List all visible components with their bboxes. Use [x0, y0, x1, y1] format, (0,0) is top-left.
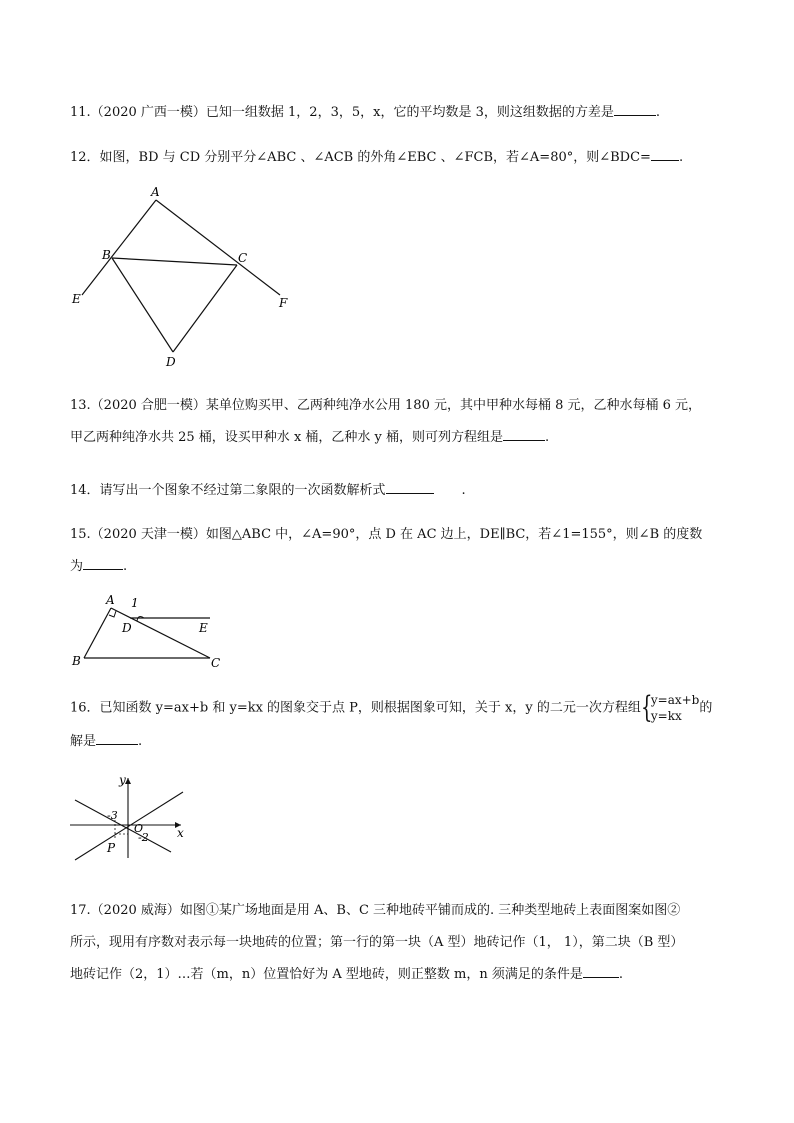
question-14: [70, 479, 730, 501]
label-y: y: [119, 773, 126, 787]
label-B: B: [72, 654, 81, 668]
line-y-kx: [75, 800, 171, 852]
label-minus-3: -3: [107, 809, 118, 822]
question-17-line-2: 所示，现用有序数对表示每一块地砖的位置；第一行的第一块（A 型）地砖记作（1， 1），第二块（B 型）: [70, 935, 684, 950]
label-F: F: [279, 296, 288, 310]
line-A-E: [82, 200, 156, 295]
line-A-F: [156, 200, 280, 295]
side-A-B: [84, 608, 111, 658]
brace-icon: {: [640, 690, 653, 725]
equation-system: [641, 692, 700, 724]
label-E: E: [72, 292, 81, 306]
answer-blank[interactable]: [96, 730, 138, 745]
question-11-text: 11.（2020 广西一模）已知一组数据 1，2，3，5，x，它的平均数是 3，则这组数据的方差是: [70, 105, 614, 120]
equation-1: y=ax+b: [650, 693, 700, 707]
figure-12-angle-bisectors: [60, 180, 300, 370]
question-17-line-1: 17.（2020 威海）如图①某广场地面是用 A、B、C 三种地砖平铺而成的. 三种类型地砖上表面图案如图②: [70, 903, 681, 918]
label-C: C: [238, 251, 248, 265]
right-angle-mark: [109, 611, 116, 617]
question-13: [70, 390, 730, 454]
label-minus-2: -2: [138, 831, 149, 844]
label-origin: O: [134, 822, 144, 835]
answer-blank[interactable]: [83, 555, 123, 570]
label-D: D: [122, 621, 132, 635]
figure-15-triangle: [65, 588, 235, 668]
label-A: A: [151, 185, 160, 199]
question-16-line-2: 解是 .: [70, 730, 730, 752]
question-11-tail: .: [655, 105, 660, 120]
equation-2: y=kx: [650, 709, 682, 723]
question-14-text: 14．请写出一个图象不经过第二象限的一次函数解析式: [70, 483, 386, 498]
label-E: E: [199, 621, 208, 635]
question-12: [70, 146, 730, 168]
question-15-line-2: 为 .: [70, 551, 730, 583]
question-13-line-2: 甲乙两种纯净水共 25 桶，设买甲种水 x 桶，乙种水 y 桶，则可列方程组是 .: [70, 422, 730, 454]
line-B-D: [112, 258, 173, 352]
question-14-tail: .: [461, 483, 466, 498]
label-A: A: [106, 593, 115, 607]
answer-blank[interactable]: [503, 426, 545, 441]
line-B-C: [112, 258, 237, 265]
label-x: x: [177, 826, 184, 840]
line-C-D: [173, 265, 237, 352]
question-16: [70, 692, 730, 752]
question-16-line-1: 16．已知函数 y=ax+b 和 y=kx 的图象交于点 P，则根据图象可知，关于 x，y 的二元一次方程组 { y=ax+b y=kx 的: [70, 690, 713, 725]
question-12-text: 12．如图，BD 与 CD 分别平分∠ABC 、∠ACB 的外角∠EBC 、∠FCB，若∠A=80°，则∠BDC=: [70, 150, 651, 165]
question-17: [70, 895, 730, 991]
question-13-line-1: 13.（2020 合肥一模）某单位购买甲、乙两种纯净水公用 180 元，其中甲种水每桶 8 元，乙种水每桶 6 元，: [70, 398, 702, 413]
label-P: P: [107, 841, 116, 855]
angle-1-arc: [137, 617, 144, 621]
label-1: 1: [131, 596, 139, 610]
label-B: B: [102, 248, 111, 262]
question-11: [70, 101, 730, 123]
answer-blank[interactable]: [614, 101, 656, 116]
answer-blank[interactable]: [386, 479, 434, 494]
question-15-line-1: 15.（2020 天津一模）如图△ABC 中，∠A=90°，点 D 在 AC 边上，DE∥BC，若∠1=155°，则∠B 的度数: [70, 527, 703, 542]
question-15: [70, 519, 730, 583]
question-12-tail: .: [678, 150, 684, 165]
question-17-line-3: 地砖记作（2，1）…若（m，n）位置恰好为 A 型地砖，则正整数 m，n 须满足的条件是 .: [70, 959, 730, 991]
label-D: D: [166, 355, 176, 369]
figure-16-coordinate-plot: [65, 770, 195, 865]
answer-blank[interactable]: [583, 963, 619, 978]
answer-blank[interactable]: [651, 146, 679, 161]
y-axis-arrow-icon: [125, 778, 131, 784]
label-C: C: [211, 656, 221, 668]
